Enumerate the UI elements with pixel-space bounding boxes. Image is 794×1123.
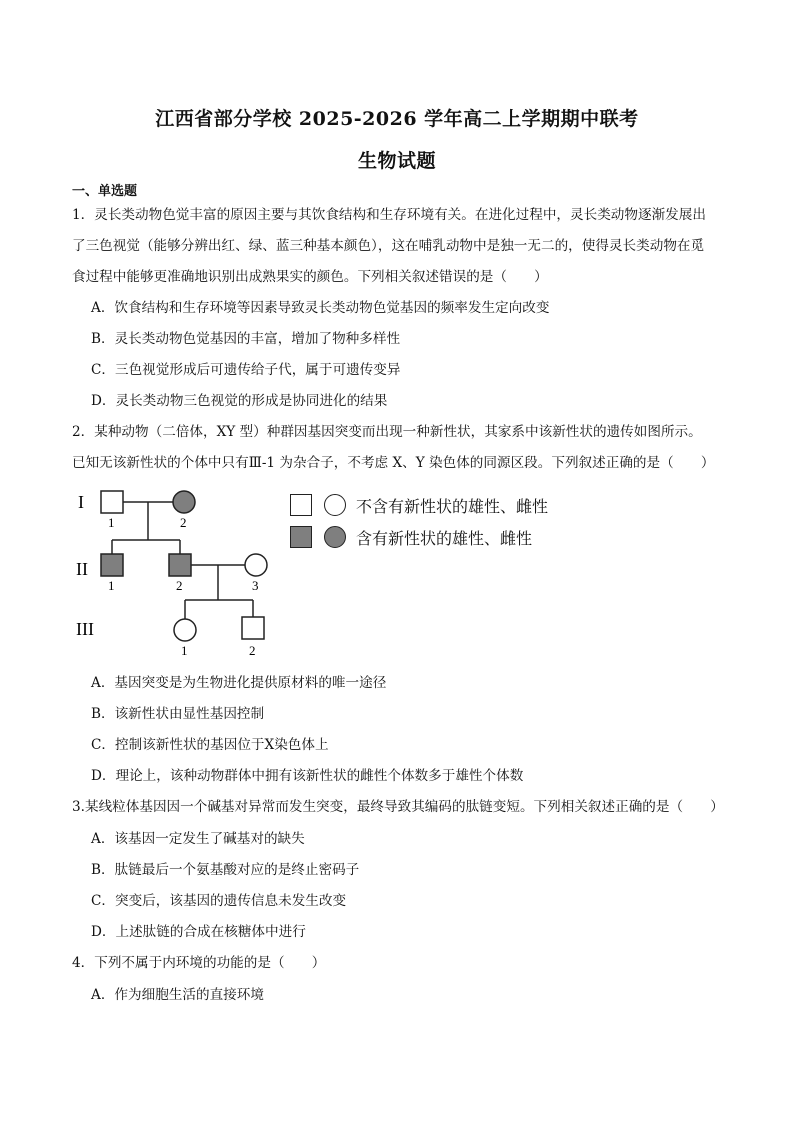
individual-label-ii-1: 1	[108, 578, 115, 593]
exam-title: 江西省部分学校 2025-2026 学年高二上学期期中联考	[155, 108, 639, 130]
legend-row-unaffected	[290, 489, 548, 521]
question-3-option-c: C．突变后，该基因的遗传信息未发生改变	[91, 893, 347, 909]
pedigree-chart	[70, 480, 280, 665]
ii-1-male-affected	[101, 554, 123, 576]
individual-label-i-1: 1	[108, 515, 115, 530]
question-2-text-line-1: 2．某种动物（二倍体，XY 型）种群因基因突变而出现一种新性状，其家系中该新性状的遗传如图所示。	[72, 424, 702, 440]
question-2-option-d: D．理论上，该种动物群体中拥有该新性状的雌性个体数多于雄性个体数	[91, 768, 524, 784]
legend-label-affected: 含有新性状的雄性、雌性	[356, 528, 533, 548]
legend-label-unaffected: 不含有新性状的雄性、雌性	[356, 496, 549, 516]
question-3-option-d: D．上述肽链的合成在核糖体中进行	[91, 924, 306, 940]
question-1-option-c: C．三色视觉形成后可遗传给子代，属于可遗传变异	[91, 362, 401, 378]
iii-1-female-unaffected	[174, 619, 196, 641]
individual-label-iii-2: 2	[249, 643, 256, 658]
pedigree-legend	[290, 489, 548, 553]
question-2-text-line-2: 已知无该新性状的个体中只有Ⅲ-1 为杂合子，不考虑 X、Y 染色体的同源区段。下列叙述正确的是（ ）	[72, 455, 715, 471]
question-1-option-d: D．灵长类动物三色视觉的形成是协同进化的结果	[91, 393, 388, 409]
question-2-option-b: B．该新性状由显性基因控制	[91, 706, 265, 722]
legend-square-affected	[290, 526, 312, 548]
individual-label-iii-1: 1	[181, 643, 188, 658]
exam-subject: 生物试题	[357, 150, 436, 172]
i-2-female-affected	[173, 491, 195, 513]
question-1-text-line-2: 了三色视觉（能够分辨出红、绿、蓝三种基本颜色），这在哺乳动物中是独一无二的，使得灵长类动物在觅	[72, 238, 705, 254]
question-1-text-line-1: 1．灵长类动物色觉丰富的原因主要与其饮食结构和生存环境有关。在进化过程中，灵长类动物逐渐发展出	[72, 207, 706, 223]
ii-2-male-affected	[169, 554, 191, 576]
section-heading: 一、单选题	[72, 184, 138, 199]
iii-2-male-unaffected	[242, 617, 264, 639]
i-1-male-unaffected	[101, 491, 123, 513]
individual-label-ii-3: 3	[252, 578, 259, 593]
question-3-option-a: A．该基因一定发生了碱基对的缺失	[91, 831, 305, 847]
legend-square-unaffected	[290, 494, 312, 516]
question-1-option-a: A．饮食结构和生存环境等因素导致灵长类动物色觉基因的频率发生定向改变	[91, 300, 550, 316]
generation-label-iii: III	[76, 619, 94, 639]
question-2-option-c: C．控制该新性状的基因位于X染色体上	[91, 737, 329, 753]
legend-circle-unaffected	[324, 494, 346, 516]
ii-3-female-unaffected	[245, 554, 267, 576]
question-1-text-line-3: 食过程中能够更准确地识别出成熟果实的颜色。下列相关叙述错误的是（ ）	[72, 269, 548, 285]
individual-label-ii-2: 2	[176, 578, 183, 593]
generation-label-ii: II	[76, 559, 88, 579]
individual-label-i-2: 2	[180, 515, 187, 530]
legend-circle-affected	[324, 526, 346, 548]
question-3-text-line-1: 3.某线粒体基因因一个碱基对异常而发生突变，最终导致其编码的肽链变短。下列相关叙述正确的是（ ）	[72, 799, 724, 815]
question-2-option-a: A．基因突变是为生物进化提供原材料的唯一途径	[91, 675, 387, 691]
question-4-option-a: A．作为细胞生活的直接环境	[91, 987, 264, 1003]
question-3-option-b: B．肽链最后一个氨基酸对应的是终止密码子	[91, 862, 360, 878]
question-4-text-line-1: 4．下列不属于内环境的功能的是（ ）	[72, 955, 326, 971]
generation-label-i: I	[78, 492, 84, 512]
legend-row-affected	[290, 521, 548, 553]
question-1-option-b: B．灵长类动物色觉基因的丰富，增加了物种多样性	[91, 331, 401, 347]
